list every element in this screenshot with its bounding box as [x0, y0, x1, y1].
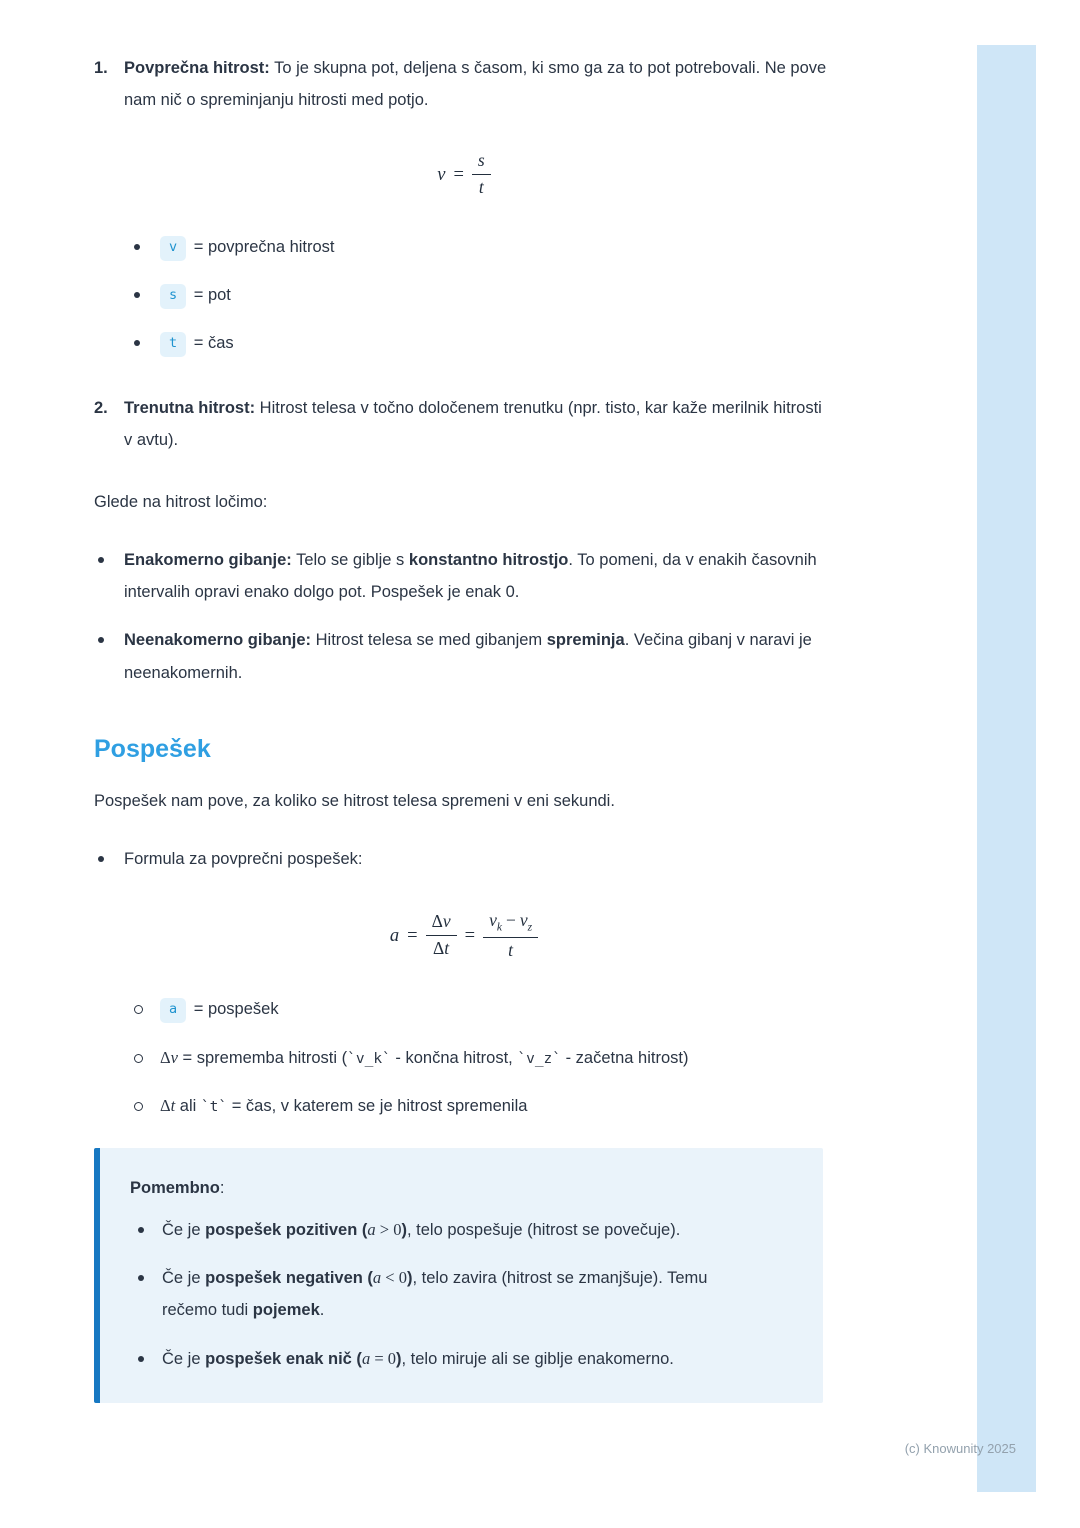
math-var-v: v — [437, 164, 446, 185]
list-item — [94, 544, 834, 608]
pospesek-intro: Pospešek nam pove, za koliko se hitrost telesa spremeni v eni sekundi. — [94, 792, 615, 811]
list-item — [126, 1262, 723, 1326]
callout-positive-acceleration: Če je pospešek pozitiven (a > 0), telo pospešuje (hitrost se povečuje). — [162, 1220, 681, 1240]
acceleration-legend-list — [130, 993, 1080, 1122]
callout-zero-acceleration: Če je pospešek enak nič (a = 0), telo miruje ali se giblje enakomerno. — [162, 1348, 674, 1368]
math-var-s: s — [472, 150, 491, 175]
item-text: Povprečna hitrost: To je skupna pot, deljena s časom, ki smo ga za to pot potrebovali. Ne pove nam nič o spreminjanju hitrosti med potjo. — [124, 59, 827, 110]
legend-delta-v: Δv = sprememba hitrosti (`v_k` - končna hitrost, `v_z` - začetna hitrost) — [160, 1047, 689, 1067]
item-number: 1. — [94, 59, 108, 77]
bullet-icon — [98, 856, 104, 862]
list-item — [126, 1214, 723, 1246]
equals-sign: = — [407, 925, 418, 946]
nonuniform-motion-text: Neenakomerno gibanje: Hitrost telesa se med gibanjem spreminja. Večina gibanj v naravi je neenakomernih. — [124, 631, 812, 682]
math-var-vz: v — [519, 909, 528, 930]
math-var-t: t — [508, 939, 514, 960]
hollow-bullet-icon — [134, 1005, 143, 1014]
callout-title: Pomembno: — [130, 1178, 225, 1197]
list-item — [130, 1090, 780, 1122]
hollow-bullet-icon — [134, 1054, 143, 1063]
math-delta: Δ — [433, 938, 445, 959]
equals-sign: = — [464, 925, 476, 946]
bullet-icon — [134, 244, 140, 250]
list-item — [94, 624, 834, 688]
minus-sign: − — [505, 909, 516, 930]
list-item — [94, 843, 834, 875]
legend-delta-t: Δt ali `t` = čas, v katerem se je hitrost spremenila — [160, 1095, 528, 1115]
math-var-a: a — [389, 925, 400, 946]
speed-legend-list — [130, 231, 1080, 360]
numbered-item-instant-speed — [94, 392, 834, 456]
math-var-v: v — [442, 911, 451, 932]
fraction-dv-over-dt — [426, 911, 457, 960]
bullet-icon — [98, 557, 104, 563]
math-var-vk: v — [489, 909, 497, 930]
callout-negative-acceleration: Če je pospešek negativen (a < 0), telo zavira (hitrost se zmanjšuje). Temu rečemo tudi pojemek. — [162, 1268, 708, 1320]
list-item — [130, 1042, 780, 1074]
list-item — [130, 279, 780, 311]
bullet-icon — [138, 1275, 144, 1281]
subscript-z: z — [527, 921, 533, 934]
bullet-icon — [134, 292, 140, 298]
list-item — [130, 993, 780, 1025]
subscript-k: k — [496, 921, 502, 934]
copyright-footer: (c) Knowunity 2025 — [904, 1441, 1016, 1456]
list-item — [126, 1343, 723, 1375]
list-item — [130, 231, 780, 263]
legend-v: v = povprečna hitrost — [160, 231, 780, 263]
item-text: Trenutna hitrost: Hitrost telesa v točno določenem trenutku (npr. tisto, kar kaže merilnik hitrosti v avtu). — [124, 398, 822, 449]
bullet-icon — [98, 637, 104, 643]
formula-label-list — [94, 843, 1080, 875]
callout-list — [126, 1214, 723, 1375]
section-heading-pospesek: Pospešek — [94, 734, 211, 763]
motion-types-list — [94, 544, 1080, 689]
hollow-bullet-icon — [134, 1102, 143, 1111]
formula-average-acceleration — [94, 910, 834, 962]
bullet-icon — [138, 1227, 144, 1233]
item-number: 2. — [94, 398, 108, 417]
fraction-s-over-t — [472, 150, 491, 199]
legend-s: s = pot — [160, 279, 780, 311]
legend-a: a = pospešek — [160, 993, 780, 1025]
acceleration-formula-label: Formula za povprečni pospešek: — [124, 850, 363, 869]
formula-average-speed — [94, 150, 834, 199]
uniform-motion-text: Enakomerno gibanje: Telo se giblje s konstantno hitrostjo. To pomeni, da v enakih časovnih intervalih opravi enako dolgo pot. Pospešek je enak 0. — [124, 551, 817, 602]
math-var-t: t — [478, 177, 484, 198]
bullet-icon — [134, 340, 140, 346]
list-item — [130, 327, 780, 359]
glede-paragraph: Glede na hitrost ločimo: — [94, 492, 268, 511]
math-var-t: t — [444, 938, 450, 959]
numbered-item-average-speed — [94, 52, 834, 116]
math-delta: Δ — [431, 911, 443, 932]
bullet-icon — [138, 1356, 144, 1362]
legend-t: t = čas — [160, 327, 780, 359]
equals-sign: = — [453, 164, 464, 185]
important-callout — [94, 1148, 823, 1403]
fraction-vk-minus-vz-over-t — [483, 910, 538, 962]
